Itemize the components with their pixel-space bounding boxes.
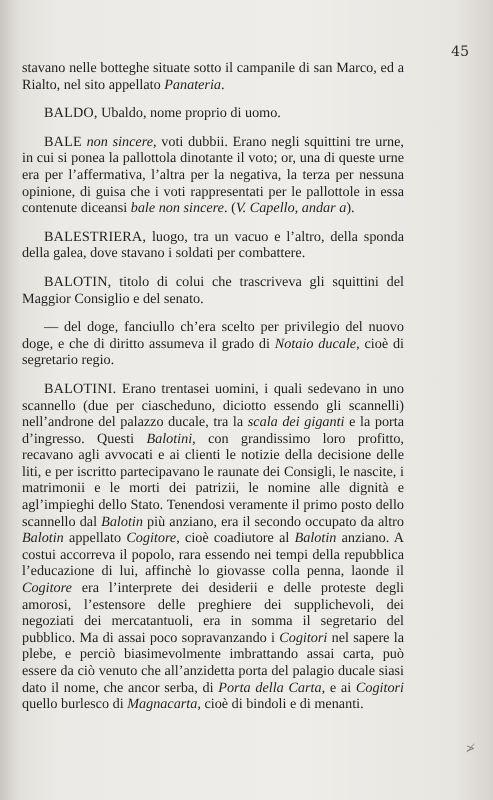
entry-italic: Magnacarta (127, 696, 198, 713)
entry-text: , cioè di segretario regio. (22, 335, 404, 369)
entry-text: voti dubbii. Erano negli squittini tre urne, in cui si ponea la pallottola dinotante il voto; or, una di queste urne era per l’affermativa, l’altra per la negativa, la terza per nessuna opinione, di guisa che i voti rappresentati per le pallottole in essa contenute diceansi (22, 133, 404, 217)
entry-text: — del doge, fanciullo ch’era scelto per privilegio del nuovo doge, e che di diritto assumeva il grado di (22, 319, 404, 352)
entry-text: . ( (223, 200, 236, 217)
entry-balestriera (22, 229, 404, 262)
page-number: 45 (451, 44, 469, 60)
entry-text: titolo di colui che trascriveva gli squittini del Maggior Consiglio e del senato. (22, 273, 404, 307)
headword: BALOTIN, (44, 273, 112, 290)
entry-text: anziano. A costui accorreva il popolo, rara essendo nei tempi della repubblica l’educazione di lui, affinchè lo giovasse colla penna, laonde il (22, 530, 405, 580)
entry-text: Erano trentasei uomini, i quali sedevano in uno scannello (due per ciascheduno, diciotto essendo gli scannelli) nell’androne del palazzo ducale, tra la (22, 380, 404, 431)
entry-text: quello burlesco di (22, 696, 128, 713)
entry-italic: Panateria (164, 76, 221, 93)
entry-bale (22, 134, 404, 217)
entry-text: , cioè di bindoli e di menanti. (197, 696, 364, 713)
headword: BALESTRIERA, (44, 228, 147, 245)
entry-italic: Cogitori (355, 679, 404, 696)
entry-text: Ubaldo, nome proprio di uomo. (97, 105, 281, 122)
entry-italic: Cogitori (279, 629, 328, 646)
corner-mark: ≯ (465, 742, 475, 755)
entry-italic: V. Capello, andar a (235, 200, 347, 217)
entry-text: ). (346, 200, 355, 217)
entry-italic: Balotin (101, 513, 143, 530)
headword: BALE (44, 133, 82, 150)
entry-italic: scala dei giganti (247, 414, 345, 431)
entry-text: stavano nelle botteghe situate sotto il campanile di san Marco, ed a Rialto, nel sito appellato (22, 60, 404, 93)
entry-text: . (221, 76, 225, 93)
entry-italic: Cogitore (22, 580, 72, 597)
entry-balotini (22, 381, 404, 713)
entry-text: appellato (63, 530, 127, 547)
entry-italic: bale non sincere (130, 200, 224, 217)
entry-italic: Balotin (22, 530, 64, 547)
entry-text: e la porta d’ingresso. Questi (22, 414, 404, 447)
headword: BALDO, (44, 105, 98, 122)
entry-text: luogo, tra un vacuo e l’altro, della sponda della galea, dove stavano i soldati per combattere. (22, 228, 404, 262)
entry-text: , cioè coadiutore al (176, 530, 295, 547)
entry-italic: Balotini, (146, 430, 196, 447)
page-body (22, 60, 404, 725)
entry-text: era l’interprete dei desiderii e delle proteste degli amorosi, l’estensore delle preghiere dei supplichevoli, dei negoziati dei mercatantuoli, era in somma il segretario del pubblico. Ma di assai poco sopravanzando i (22, 580, 404, 646)
entry-baldo (22, 105, 404, 122)
entry-italic: Balotin (294, 530, 337, 547)
entry-italic: Porta della Carta (218, 679, 322, 696)
entry-continuation (22, 60, 404, 93)
entry-text: , e ai (321, 679, 356, 696)
headword: BALOTINI. (44, 380, 117, 397)
entry-balotin (22, 274, 404, 307)
entry-italic: Cogitore (126, 530, 177, 547)
entry-italic: non sincere, (81, 133, 157, 150)
entry-italic: Notaio ducale (274, 335, 357, 352)
entry-text: nel sapere la plebe, e perciò biasimevolmente imbrattando assai carta, può essere da ciò venuto che all’anzidetta porta del palagio ducale siasi dato il nome, che ancor serba, di (22, 629, 404, 696)
entry-balotin-doge (22, 319, 404, 369)
entry-text: più anziano, era il secondo occupato da altro (142, 513, 404, 530)
entry-text: con grandissimo loro profitto, recavano agli avvocati e ai clienti le notizie della decisione delle liti, e per iscritto partecipavano le raunate dei Consigli, le nascite, i matrimonii e le morti dei patrizii, le nomine alle dignità e agl’impieghi dello Stato. Tenendosi veramente il primo posto dello scannello dal (22, 430, 404, 530)
